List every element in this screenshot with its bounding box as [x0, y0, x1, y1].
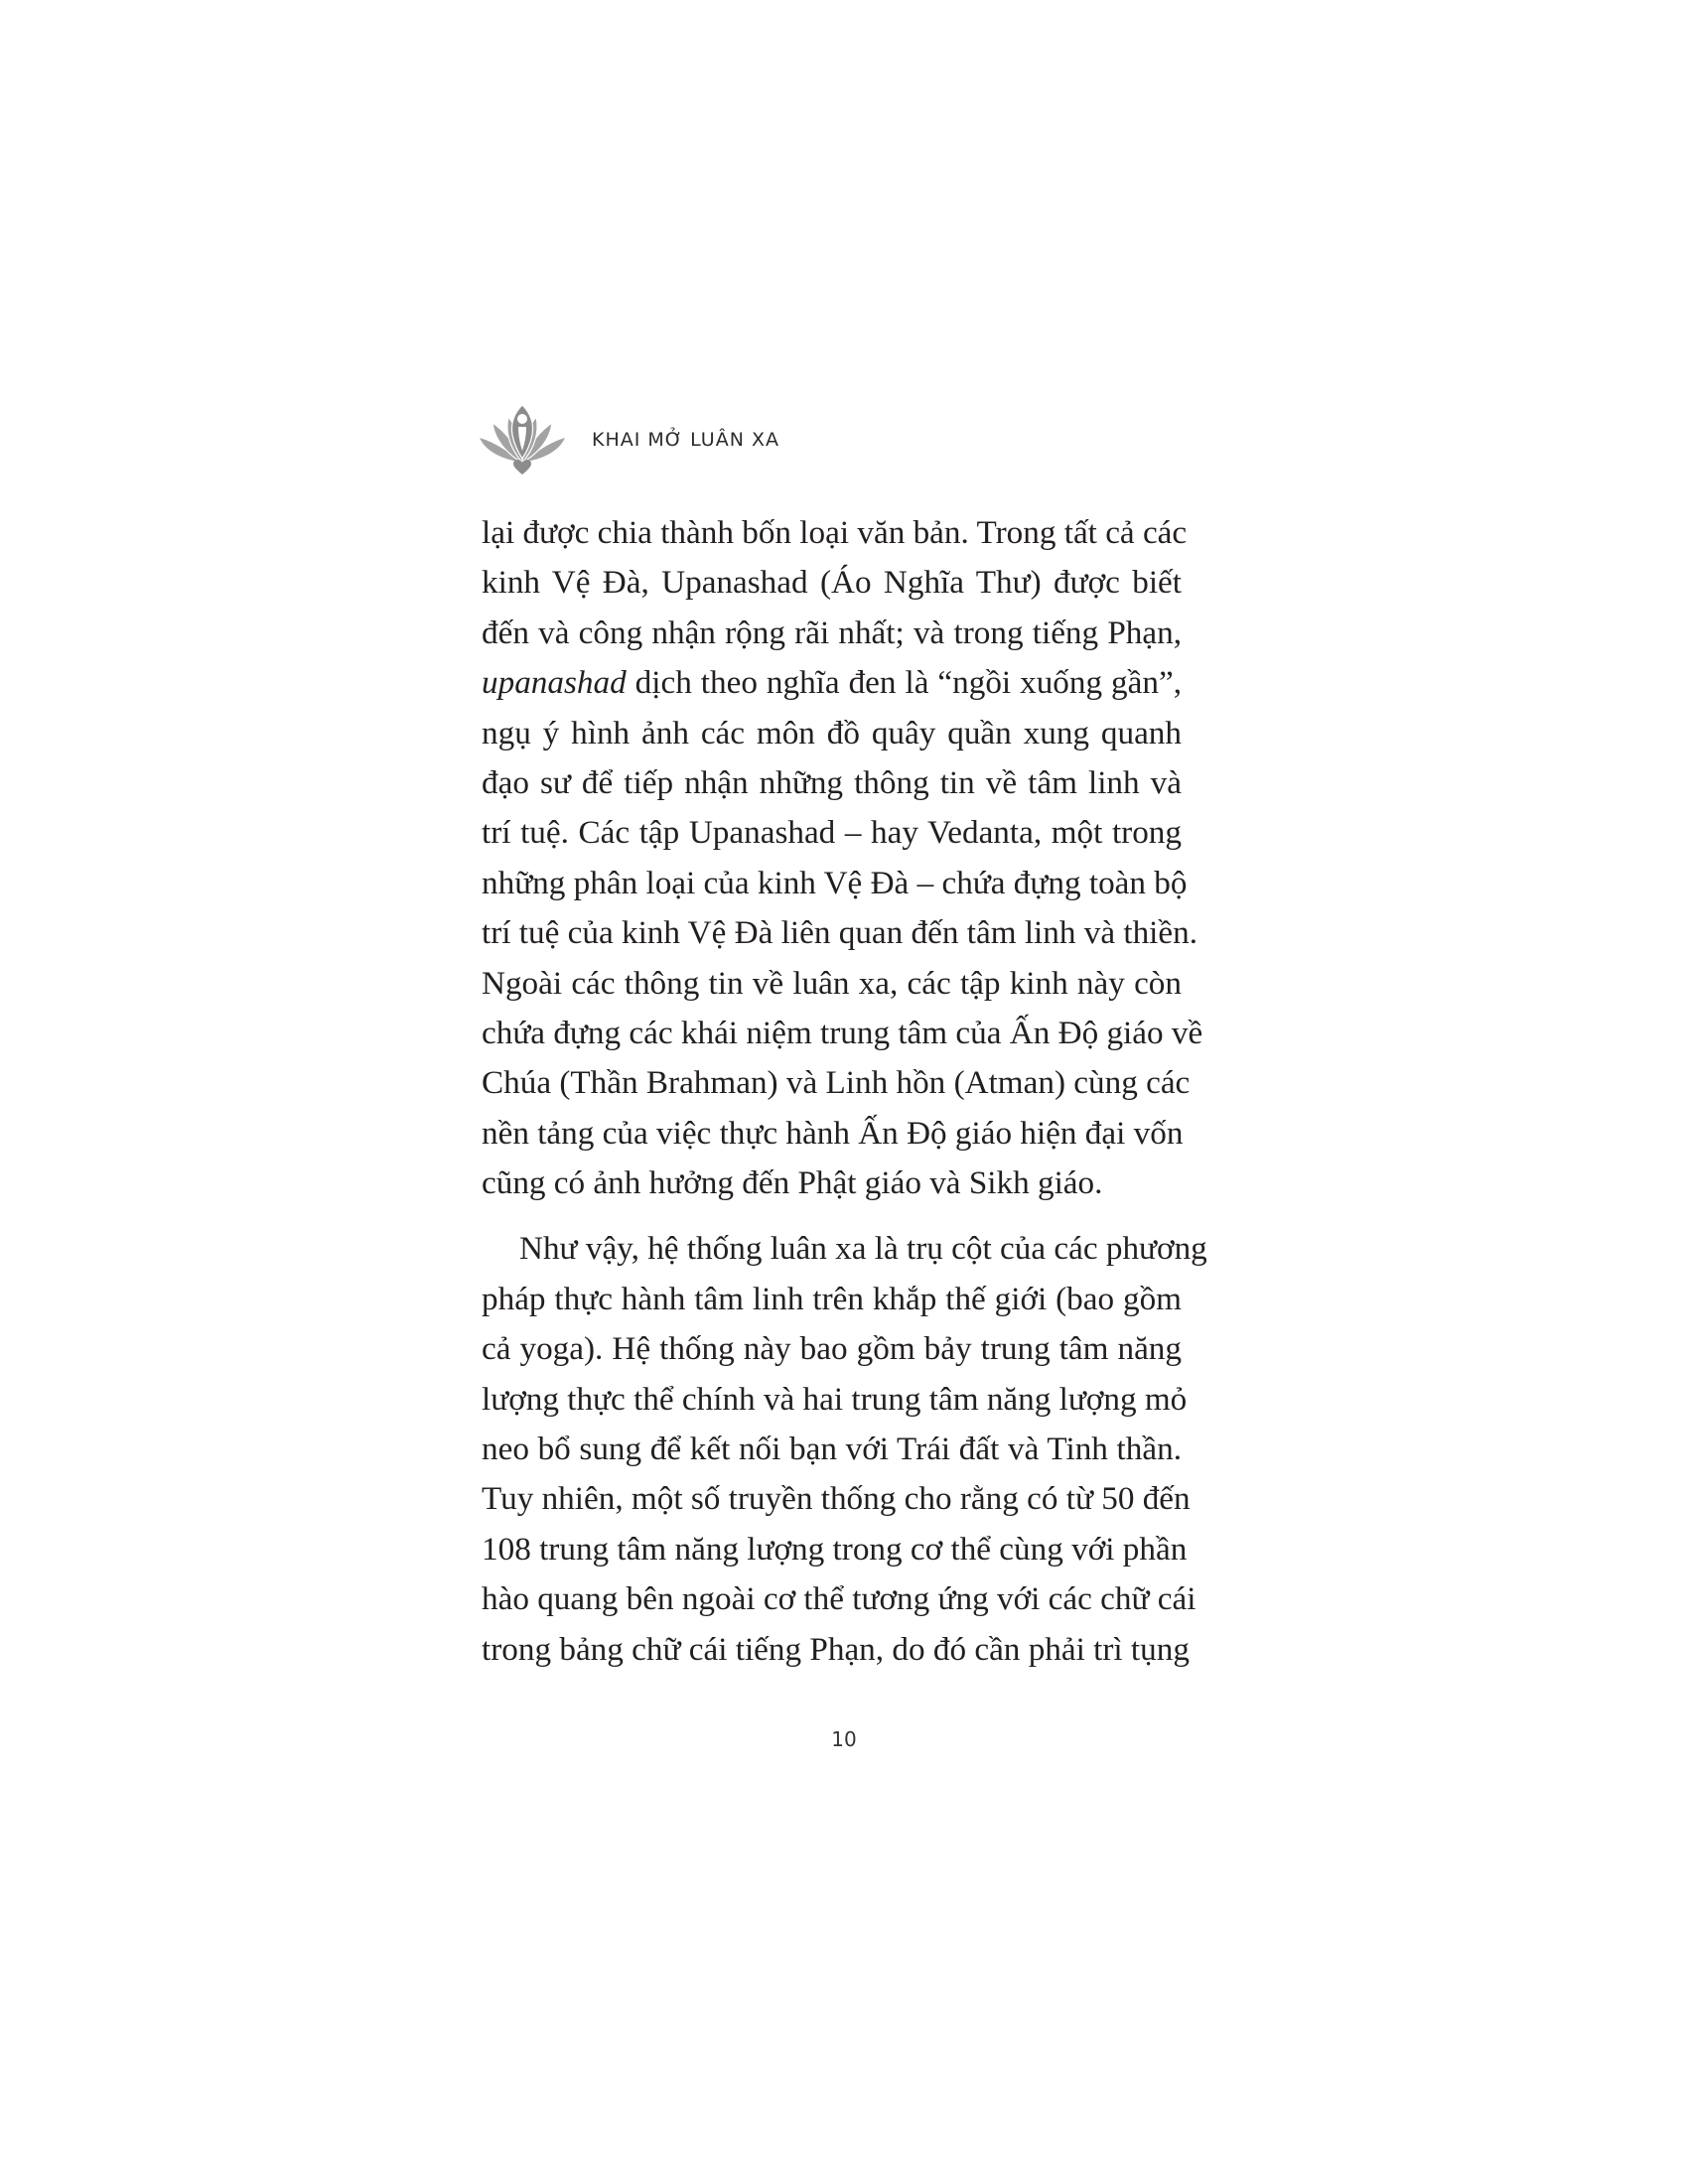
text-line: chứa đựng các khái niệm trung tâm của Ấn Độ giáo về — [482, 1014, 1203, 1051]
text-line: 108 trung tâm năng lượng trong cơ thể cùng với phần — [482, 1530, 1188, 1568]
italic-term: upanashad — [482, 664, 627, 702]
text-line: Tuy nhiên, một số truyền thống cho rằng có từ 50 đến — [482, 1480, 1191, 1518]
text-line: hào quang bên ngoài cơ thể tương ứng với các chữ cái — [482, 1580, 1196, 1618]
text-line-rest: dịch theo nghĩa đen là “ngồi xuống gần”, — [634, 664, 1183, 702]
text-line: kinh Vệ Đà, Upanashad (Áo Nghĩa Thư) được biết — [482, 564, 1182, 602]
text-line: lại được chia thành bốn loại văn bản. Trong tất cả các — [482, 514, 1188, 551]
text-line: pháp thực hành tâm linh trên khắp thế giới (bao gồm — [482, 1280, 1182, 1317]
body-text — [482, 508, 1207, 1675]
running-title: KHAI MỞ LUÂN XA — [592, 429, 779, 451]
text-line: trí tuệ của kinh Vệ Đà liên quan đến tâm linh và thiền. — [482, 914, 1198, 952]
text-line: Ngoài các thông tin về luân xa, các tập kinh này còn — [482, 964, 1182, 1002]
text-line: Chúa (Thần Brahman) và Linh hồn (Atman) cùng các — [482, 1064, 1191, 1102]
lotus-figure-icon — [475, 397, 570, 477]
text-line: lượng thực thể chính và hai trung tâm năng lượng mỏ — [482, 1380, 1188, 1418]
paragraph-2 — [482, 1224, 1207, 1675]
text-line: cả yoga). Hệ thống này bao gồm bảy trung tâm năng — [482, 1330, 1182, 1368]
text-line: nền tảng của việc thực hành Ấn Độ giáo hiện đại vốn — [482, 1114, 1184, 1152]
text-line: những phân loại của kinh Vệ Đà – chứa đựng toàn bộ — [482, 864, 1188, 901]
text-line: trí tuệ. Các tập Upanashad – hay Vedanta, một trong — [482, 814, 1182, 852]
page-number: 10 — [831, 1727, 857, 1751]
paragraph-1 — [482, 508, 1203, 1208]
text-line: neo bổ sung để kết nối bạn với Trái đất và Tinh thần. — [482, 1431, 1182, 1468]
text-line: đạo sư để tiếp nhận những thông tin về tâm linh và — [482, 763, 1182, 801]
text-line: trong bảng chữ cái tiếng Phạn, do đó cần phải trì tụng — [482, 1630, 1190, 1668]
text-line: cũng có ảnh hưởng đến Phật giáo và Sikh giáo. — [482, 1164, 1103, 1202]
text-line: Như vậy, hệ thống luân xa là trụ cột của các phương — [519, 1230, 1207, 1268]
text-line: ngụ ý hình ảnh các môn đồ quây quần xung quanh — [482, 714, 1182, 751]
page-header — [475, 397, 779, 477]
paragraph-gap — [482, 1208, 1182, 1224]
text-line-with-italic — [482, 658, 1182, 708]
text-line: đến và công nhận rộng rãi nhất; và trong tiếng Phạn, — [482, 614, 1182, 651]
